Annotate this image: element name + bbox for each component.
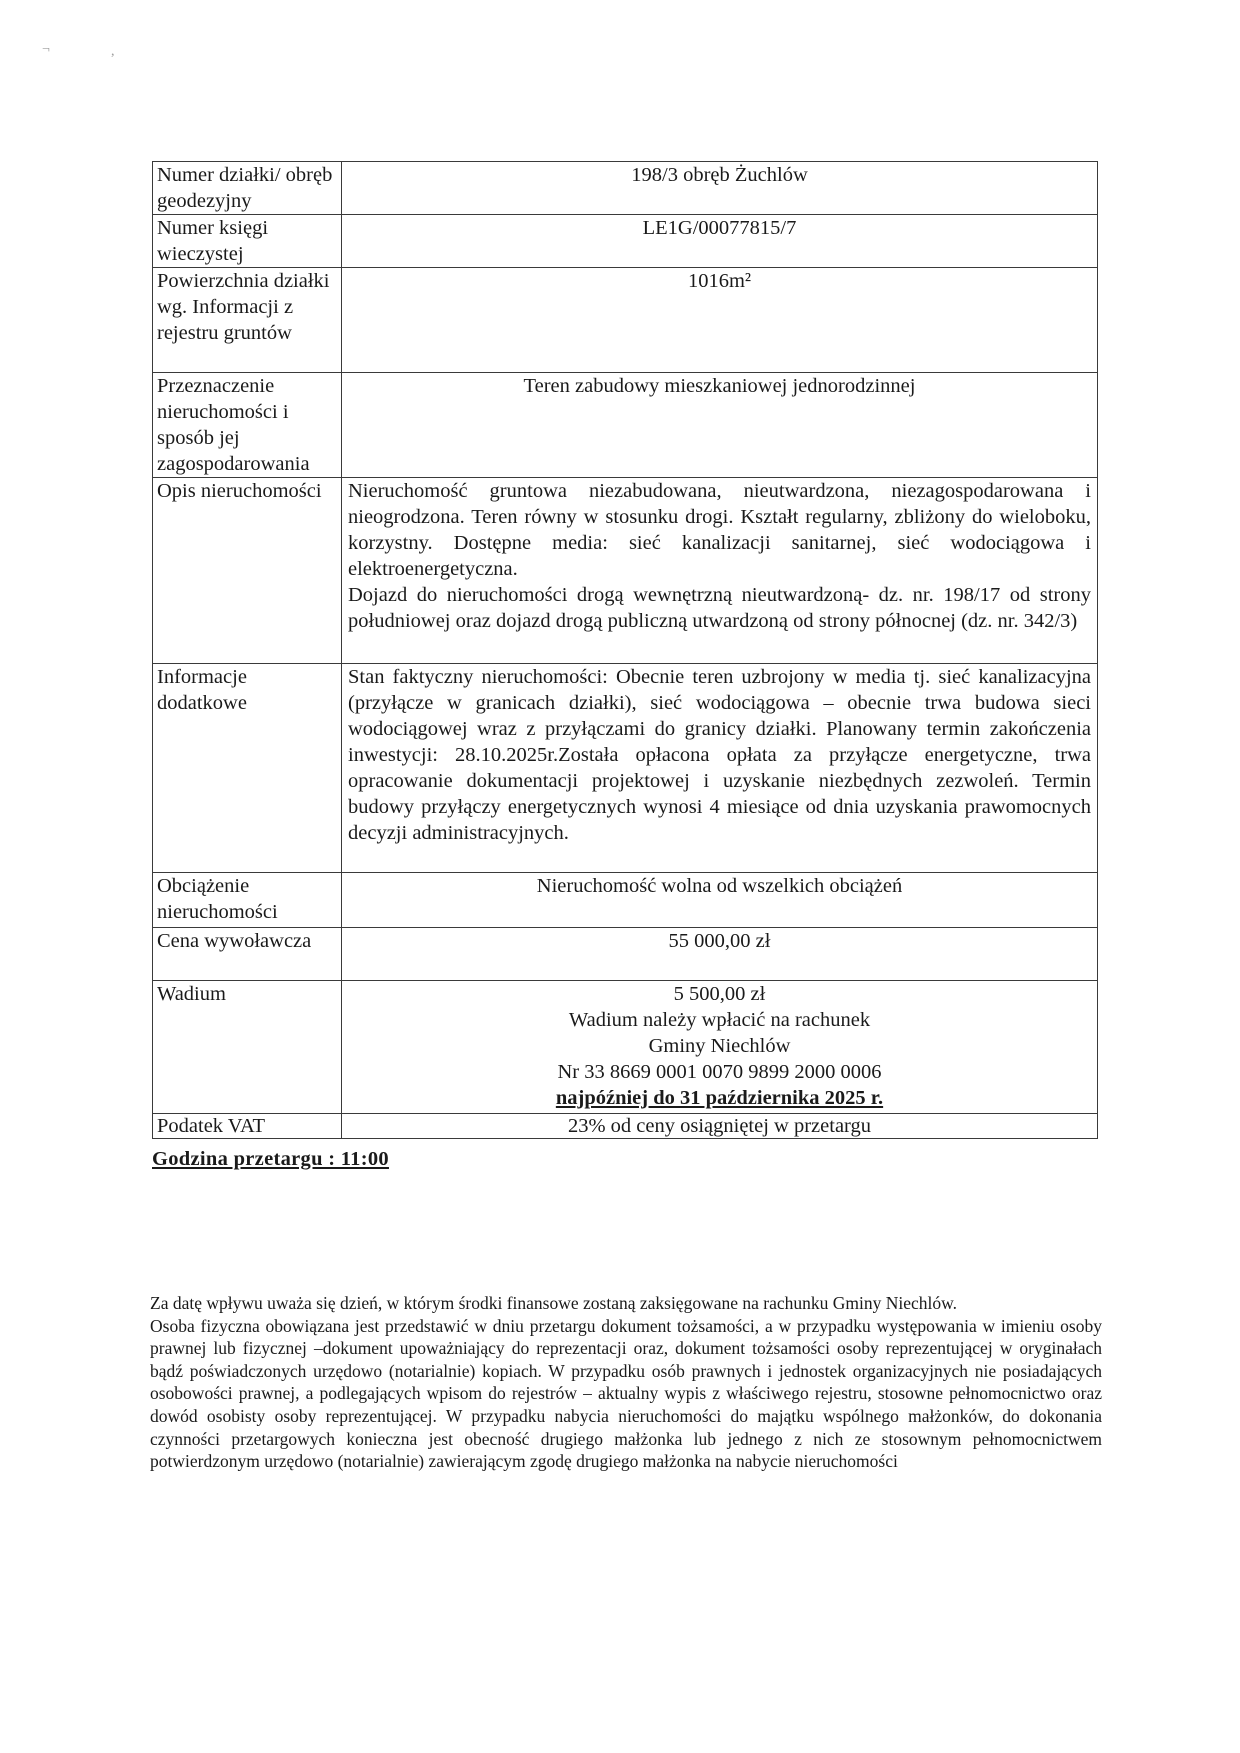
table-row-land-register: [153, 215, 1098, 268]
scan-artifact-mark: ¬: [42, 42, 50, 57]
row-value: [342, 664, 1098, 873]
notes-section: [150, 1292, 1102, 1473]
description-paragraph: Nieruchomość gruntowa niezabudowana, nieutwardzona, niezagospodarowana i nieogrodzona. Teren równy w stosunku drogi. Kształt regularny, zbliżony do wieloboku, korzystny. Dostępne media: sieć kanalizacji sanitarnej, sieć wodociągowa i elektroenergetyczna.: [348, 480, 1091, 580]
row-value: [342, 981, 1098, 1114]
row-label: Przeznaczenie nieruchomości i sposób jej zagospodarowania: [153, 373, 342, 478]
deposit-instruction: Wadium należy wpłacić na rachunek: [568, 1009, 871, 1031]
row-label: Opis nieruchomości: [153, 478, 342, 664]
row-value: 55 000,00 zł: [342, 928, 1098, 981]
row-label: Obciążenie nieruchomości: [153, 873, 342, 928]
table-row-encumbrance: [153, 873, 1098, 928]
row-label: Informacje dodatkowe: [153, 664, 342, 873]
property-info-table: [152, 161, 1098, 1139]
row-value: Teren zabudowy mieszkaniowej jednorodzinnej: [342, 373, 1098, 478]
table-row-plot-number: [153, 162, 1098, 215]
deposit-amount: 5 500,00 zł: [673, 983, 766, 1005]
additional-info-paragraph: Stan faktyczny nieruchomości: Obecnie teren uzbrojony w media tj. sieć kanalizacyjna (przyłącze w granicach działki), sieć wodociągowa – obecnie trwa budowa sieci wodociągowej wraz z przyłączami do granicy działki. Planowany termin zakończenia inwestycji: 28.10.2025r.Została opłacona opłata za przyłącze energetyczne, trwa opracowanie dokumentacji projektowej i uzyskanie niezbędnych zezwoleń. Termin budowy przyłączy energetycznych wynosi 4 miesiące od dnia uzyskania prawomocnych decyzji administracyjnych.: [348, 666, 1091, 844]
table-row-additional-info: [153, 664, 1098, 873]
bank-account-number: Nr 33 8669 0001 0070 9899 2000 0006: [557, 1061, 882, 1083]
row-value: 1016m²: [342, 268, 1098, 373]
table-row-designation: [153, 373, 1098, 478]
row-label: Powierzchnia działki wg. Informacji z rejestru gruntów: [153, 268, 342, 373]
auction-time: Godzina przetargu : 11:00: [152, 1148, 389, 1170]
identity-requirements-note: Osoba fizyczna obowiązana jest przedstawić w dniu przetargu dokument tożsamości, a w przypadku występowania w imieniu osoby prawnej lub fizycznej –dokument upoważniający do reprezentacji oraz, dokument tożsamości osoby reprezentującej w oryginałach bądź poświadczonych urzędowo (notarialnie) kopiach. W przypadku osób prawnych i jednostek organizacyjnych nie posiadających osobowości prawnej, a podlegających wpisom do rejestrów – aktualny wypis z właściwego rejestru, stosowne pełnomocnictwo oraz dowód osobisty osoby reprezentującej. W przypadku nabycia nieruchomości do majątku wspólnego małżonków, do dokonania czynności przetargowych konieczna jest obecność drugiego małżonka lub jednego z nich ze stosownym pełnomocnictwem potwierdzonym urzędowo (notarialnie) zawierającym zgodę drugiego małżonka na nabycie nieruchomości: [150, 1315, 1102, 1472]
scan-artifact-mark: ,: [111, 44, 115, 59]
row-value: [342, 478, 1098, 664]
row-value: Nieruchomość wolna od wszelkich obciążeń: [342, 873, 1098, 928]
row-value: 23% od ceny osiągniętej w przetargu: [342, 1114, 1098, 1139]
table-row-vat: [153, 1114, 1098, 1139]
deposit-deadline: najpóźniej do 31 października 2025 r.: [555, 1087, 884, 1109]
table-row-starting-price: [153, 928, 1098, 981]
row-value: LE1G/00077815/7: [342, 215, 1098, 268]
row-label: Cena wywoławcza: [153, 928, 342, 981]
deposit-recipient: Gminy Niechlów: [648, 1035, 791, 1057]
table-row-deposit: [153, 981, 1098, 1114]
table-row-description: [153, 478, 1098, 664]
row-label: Numer działki/ obręb geodezyjny: [153, 162, 342, 215]
row-label: Podatek VAT: [153, 1114, 342, 1139]
table-row-area: [153, 268, 1098, 373]
access-paragraph: Dojazd do nieruchomości drogą wewnętrzną nieutwardzoną- dz. nr. 198/17 od strony południowej oraz dojazd drogą publiczną utwardzoną od strony północnej (dz. nr. 342/3): [348, 584, 1091, 632]
row-value: 198/3 obręb Żuchlów: [342, 162, 1098, 215]
row-label: Numer księgi wieczystej: [153, 215, 342, 268]
payment-date-note: Za datę wpływu uważa się dzień, w którym środki finansowe zostaną zaksięgowane na rachunku Gminy Niechlów.: [150, 1293, 958, 1313]
row-label: Wadium: [153, 981, 342, 1114]
